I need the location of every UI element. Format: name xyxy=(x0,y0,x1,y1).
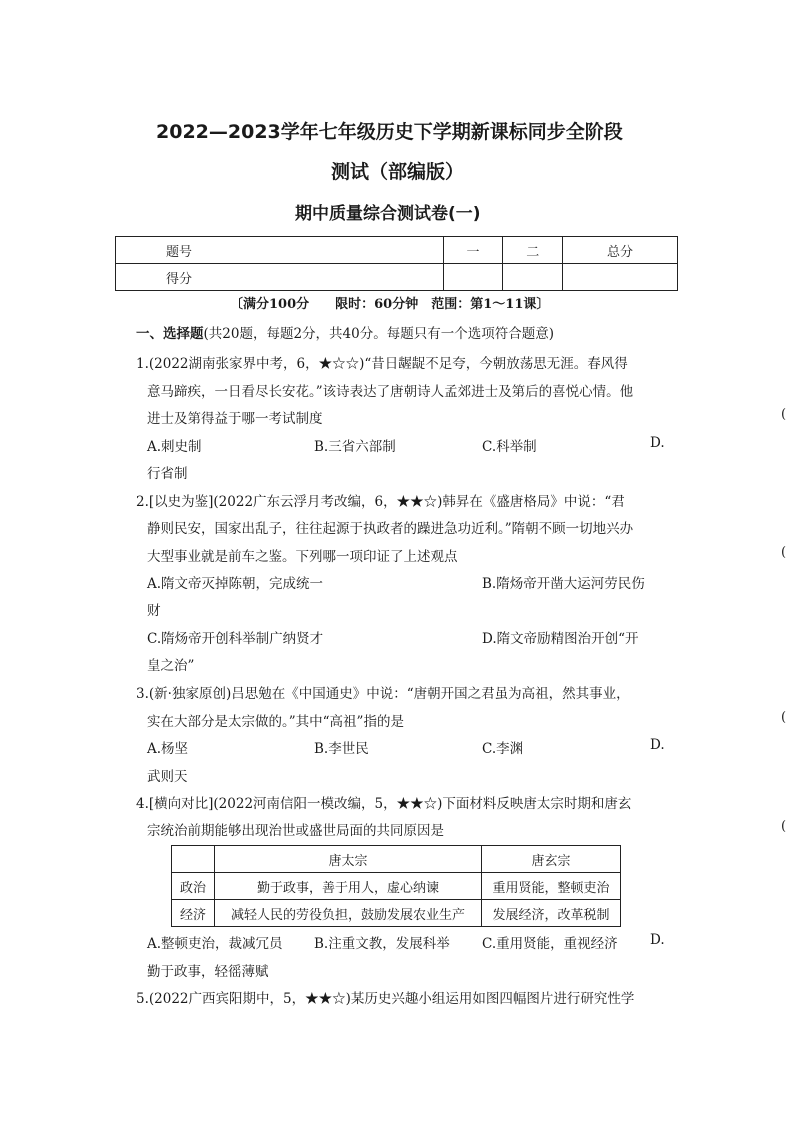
table-cell: 减轻人民的劳役负担，鼓励发展农业生产 xyxy=(215,900,482,927)
q4-line2: 宗统治前期能够出现治世或盛世局面的共同原因是 xyxy=(147,823,444,839)
q3-line2: 实在大部分是太宗做的。”其中“高祖”指的是 xyxy=(147,714,404,730)
section1-heading xyxy=(136,322,554,342)
q2-option-b[interactable]: B.隋炀帝开凿大运河劳民伤 xyxy=(482,576,645,592)
score-input-cell[interactable] xyxy=(503,264,563,291)
table-header-cell: 唐太宗 xyxy=(215,846,482,873)
answer-paren: ( xyxy=(781,710,787,725)
q1-option-a[interactable]: A.刺史制 xyxy=(147,439,202,455)
q2-option-b-cont: 财 xyxy=(147,603,161,619)
q3-option-c[interactable]: C.李渊 xyxy=(482,741,524,757)
q5-line1: 5.(2022广西宾阳期中，5，★★☆)某历史兴趣小组运用如图四幅图片进行研究性学 xyxy=(136,991,635,1007)
q4-comparison-table xyxy=(171,845,621,927)
score-header-cell: 一 xyxy=(443,237,503,264)
score-header-cell: 二 xyxy=(503,237,563,264)
q3-option-a[interactable]: A.杨坚 xyxy=(147,741,189,757)
q1-line2: 意马蹄疾，一日看尽长安花。”该诗表达了唐朝诗人孟郊进士及第后的喜悦心情。他 xyxy=(147,384,634,400)
score-table-header-row xyxy=(116,237,678,264)
q1-option-d[interactable]: D. xyxy=(650,435,665,451)
q2-option-d[interactable]: D.隋文帝励精图治开创“开 xyxy=(482,631,639,647)
q3-line1: 3.(新·独家原创)吕思勉在《中国通史》中说：“唐朝开国之君虽为高祖，然其事业， xyxy=(136,686,630,702)
answer-paren: ( xyxy=(781,407,787,422)
table-header-row xyxy=(172,846,621,873)
q4-option-a[interactable]: A.整顿吏治，裁减冗员 xyxy=(147,936,283,952)
q4-option-c[interactable]: C.重用贤能，重视经济 xyxy=(482,936,618,952)
q1-option-c[interactable]: C.科举制 xyxy=(482,439,537,455)
score-header-cell: 总分 xyxy=(563,237,678,264)
score-table xyxy=(115,236,678,291)
q1-line3: 进士及第得益于哪一考试制度 xyxy=(147,411,323,427)
q4-option-d-text: 勤于政事，轻徭薄赋 xyxy=(147,964,269,980)
exam-info: 〔满分100分 限时：60分钟 范围：第1～11课〕 xyxy=(230,297,550,312)
q1-option-b[interactable]: B.三省六部制 xyxy=(314,439,396,455)
q3-option-d-text: 武则天 xyxy=(147,769,188,785)
table-header-cell: 唐玄宗 xyxy=(482,846,621,873)
q2-line2: 静则民安，国家出乱子，往往起源于执政者的躁进急功近利。”隋朝不顾一切地兴办 xyxy=(147,521,634,537)
score-header-cell: 题号 xyxy=(116,237,444,264)
table-header-cell xyxy=(172,846,215,873)
q2-option-a[interactable]: A.隋文帝灭掉陈朝，完成统一 xyxy=(147,576,324,592)
q1-line1: 1.(2022湖南张家界中考，6，★☆☆)“昔日龌龊不足夸，今朝放荡思无涯。春风得 xyxy=(136,356,628,372)
table-cell: 经济 xyxy=(172,900,215,927)
exam-subtitle: 期中质量综合测试卷(一) xyxy=(295,204,481,224)
q2-option-d-cont: 皇之治” xyxy=(147,658,195,674)
q3-option-b[interactable]: B.李世民 xyxy=(314,741,369,757)
score-input-cell[interactable] xyxy=(563,264,678,291)
score-row-label: 得分 xyxy=(116,264,444,291)
table-cell: 勤于政事，善于用人，虚心纳谏 xyxy=(215,873,482,900)
q1-option-d-text: 行省制 xyxy=(147,466,188,482)
q2-line3: 大型事业就是前车之鉴。下列哪一项印证了上述观点 xyxy=(147,549,458,565)
table-row xyxy=(172,873,621,900)
answer-paren: ( xyxy=(781,545,787,560)
title-line2: 测试（部编版） xyxy=(331,161,465,183)
score-table-score-row xyxy=(116,264,678,291)
q2-line1: 2.[以史为鉴](2022广东云浮月考改编，6，★★☆)韩昇在《盛唐格局》中说：“君 xyxy=(136,494,625,510)
q2-option-c[interactable]: C.隋炀帝开创科举制广纳贤才 xyxy=(147,631,324,647)
table-cell: 重用贤能，整顿吏治 xyxy=(482,873,621,900)
q4-line1: 4.[横向对比](2022河南信阳一模改编，5，★★☆)下面材料反映唐太宗时期和唐玄 xyxy=(136,796,632,812)
table-row xyxy=(172,900,621,927)
section1-title: 一、选择题 xyxy=(136,326,204,342)
q3-option-d[interactable]: D. xyxy=(650,737,665,753)
table-cell: 发展经济，改革税制 xyxy=(482,900,621,927)
title-line1: 2022—2023学年七年级历史下学期新课标同步全阶段 xyxy=(156,121,623,143)
section1-note: (共20题，每题2分，共40分。每题只有一个选项符合题意) xyxy=(203,326,554,342)
q4-option-b[interactable]: B.注重文教，发展科举 xyxy=(314,936,450,952)
score-input-cell[interactable] xyxy=(443,264,503,291)
table-cell: 政治 xyxy=(172,873,215,900)
answer-paren: ( xyxy=(781,819,787,834)
q4-option-d[interactable]: D. xyxy=(650,932,665,948)
